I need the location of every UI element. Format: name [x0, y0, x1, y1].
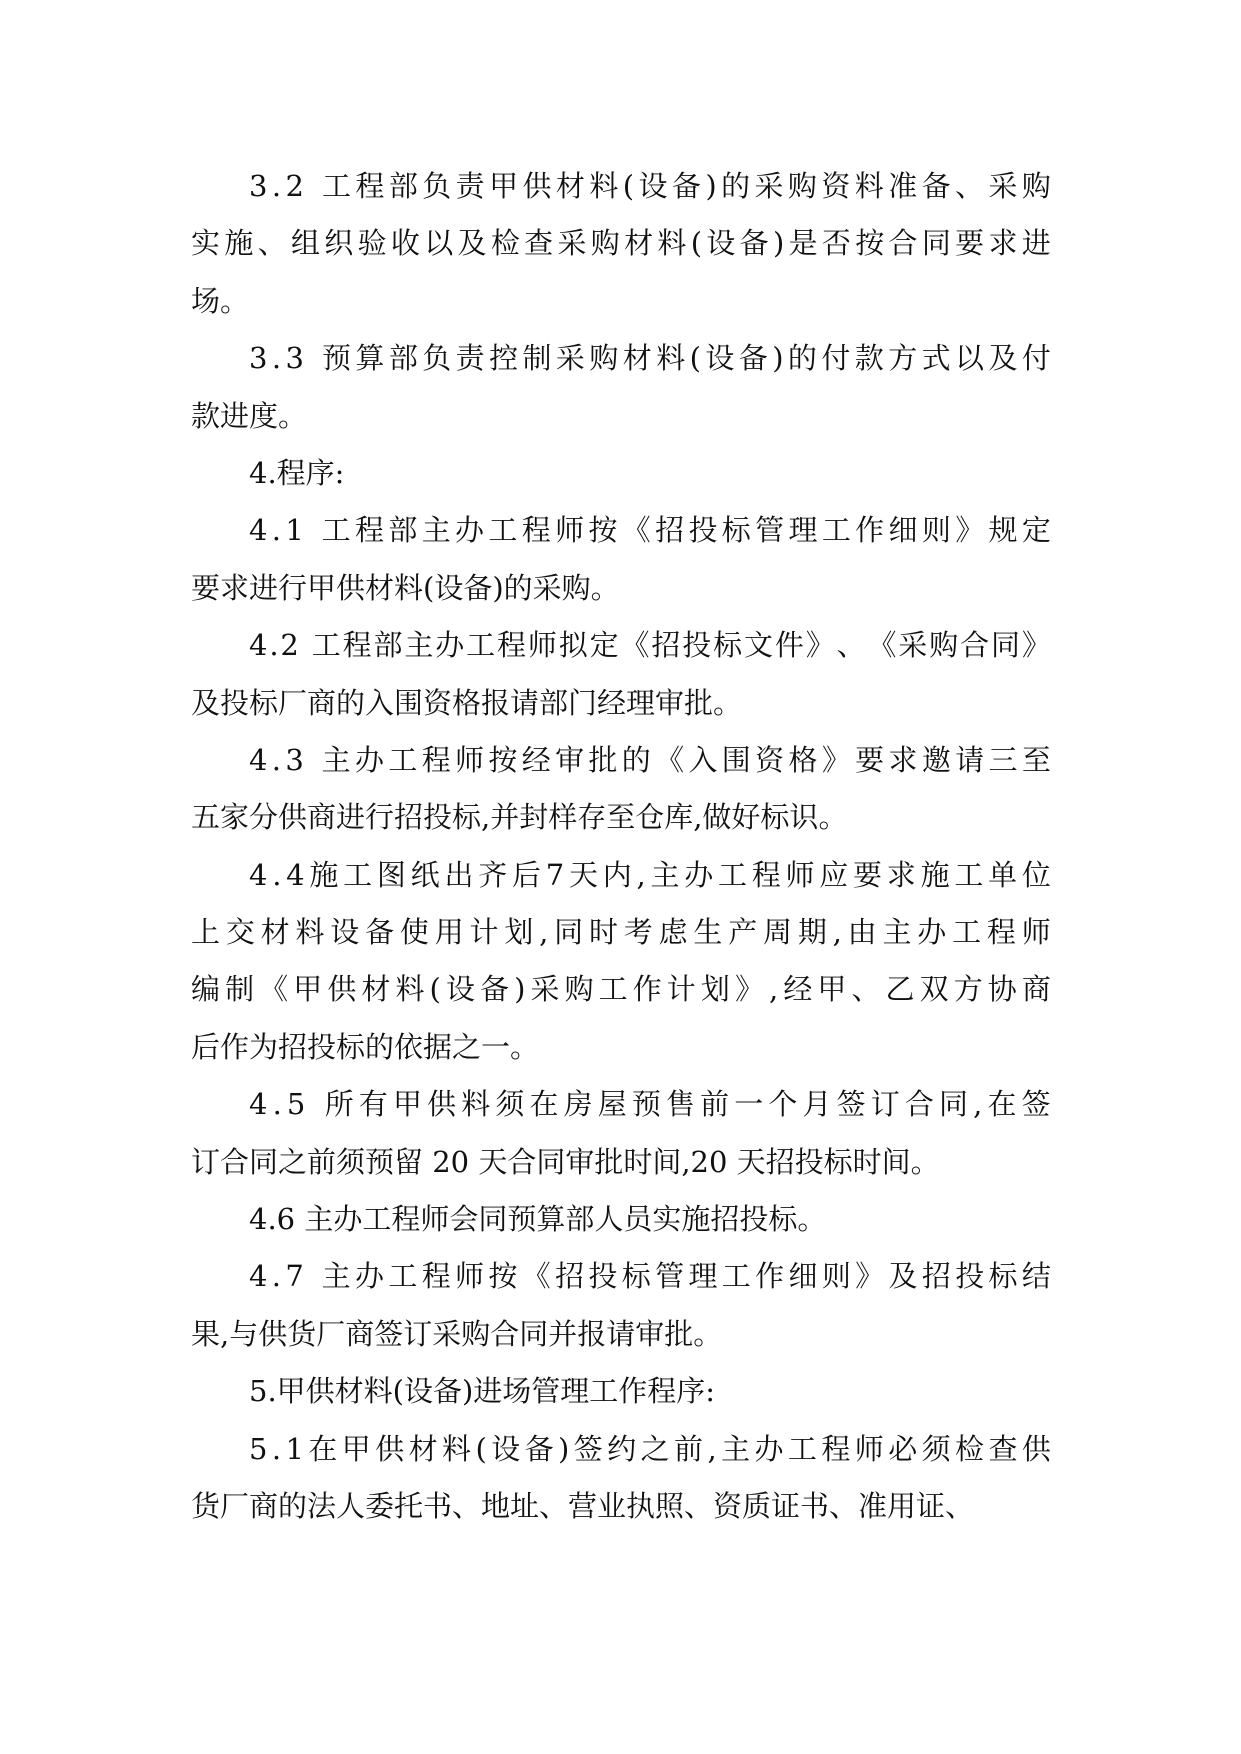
document-body	[191, 158, 1051, 1535]
paragraph-4	[191, 445, 1051, 502]
text-line: 上 交 材 料 设 备 使 用 计 划 , 同 时 考 虑 生 产 周 期 , 由 主 办 工 程 师	[191, 915, 1051, 950]
text-line: 5.甲供材料(设备)进场管理工作程序:	[249, 1374, 716, 1409]
text-line: 4 . 3 主 办 工 程 师 按 经 审 批 的 《 入 围 资 格 》 要 求 邀 请 三 至	[249, 742, 1051, 777]
paragraph-3-3	[191, 330, 1051, 445]
text-line: 款进度。	[191, 398, 308, 433]
paragraph-4-5	[191, 1076, 1051, 1191]
text-line: 4 . 5 所 有 甲 供 料 须 在 房 屋 预 售 前 一 个 月 签 订 合 同 , 在 签	[249, 1087, 1051, 1122]
paragraph-5-1	[191, 1421, 1051, 1536]
text-line: 4 . 2 工 程 部 主 办 工 程 师 拟 定 《 招 投 标 文 件 》 、 《 采 购 合 同 》	[249, 628, 1051, 663]
text-line: 4 . 7 主 办 工 程 师 按 《 招 投 标 管 理 工 作 细 则 》 及 招 投 标 结	[249, 1259, 1051, 1294]
paragraph-3-2	[191, 158, 1051, 330]
paragraph-4-7	[191, 1248, 1051, 1363]
text-line: 果,与供货厂商签订采购合同并报请审批。	[191, 1316, 723, 1351]
text-line: 4.程序:	[249, 455, 345, 490]
text-line: 场。	[191, 283, 250, 318]
text-line: 要求进行甲供材料(设备)的采购。	[191, 570, 620, 605]
paragraph-4-4	[191, 847, 1051, 1077]
text-line: 3 . 2 工 程 部 负 责 甲 供 材 料 ( 设 备 ) 的 采 购 资 料 准 备 、 采 购	[249, 169, 1051, 203]
text-line: 编 制 《 甲 供 材 料 ( 设 备 ) 采 购 工 作 计 划 》 , 经 甲 、 乙 双 方 协 商	[191, 972, 1051, 1007]
text-line: 货厂商的法人委托书、地址、营业执照、资质证书、准用证、	[191, 1488, 975, 1523]
paragraph-4-3	[191, 732, 1051, 847]
text-line: 订合同之前须预留 20 天合同审批时间,20 天招投标时间。	[191, 1144, 940, 1179]
paragraph-5	[191, 1363, 1051, 1420]
text-line: 4 . 4 施 工 图 纸 出 齐 后 7 天 内 , 主 办 工 程 师 应 要 求 施 工 单 位	[249, 857, 1051, 892]
paragraph-4-6	[191, 1191, 1051, 1248]
text-line: 后作为招投标的依据之一。	[191, 1029, 540, 1064]
text-line: 5 . 1 在 甲 供 材 料 ( 设 备 ) 签 约 之 前 , 主 办 工 程 师 必 须 检 查 供	[249, 1431, 1051, 1466]
text-line: 及投标厂商的入围资格报请部门经理审批。	[191, 685, 743, 720]
text-line: 4.6 主办工程师会同预算部人员实施招投标。	[249, 1202, 827, 1237]
paragraph-4-1	[191, 502, 1051, 617]
paragraph-4-2	[191, 617, 1051, 732]
text-line: 五家分供商进行招投标,并封样存至仓库,做好标识。	[191, 800, 848, 835]
text-line: 4 . 1 工 程 部 主 办 工 程 师 按 《 招 投 标 管 理 工 作 细 则 》 规 定	[249, 513, 1051, 548]
text-line: 3 . 3 预 算 部 负 责 控 制 采 购 材 料 ( 设 备 ) 的 付 款 方 式 以 及 付	[249, 341, 1051, 376]
text-line: 实 施 、 组 织 验 收 以 及 检 查 采 购 材 料 ( 设 备 ) 是 否 按 合 同 要 求 进	[191, 226, 1051, 261]
